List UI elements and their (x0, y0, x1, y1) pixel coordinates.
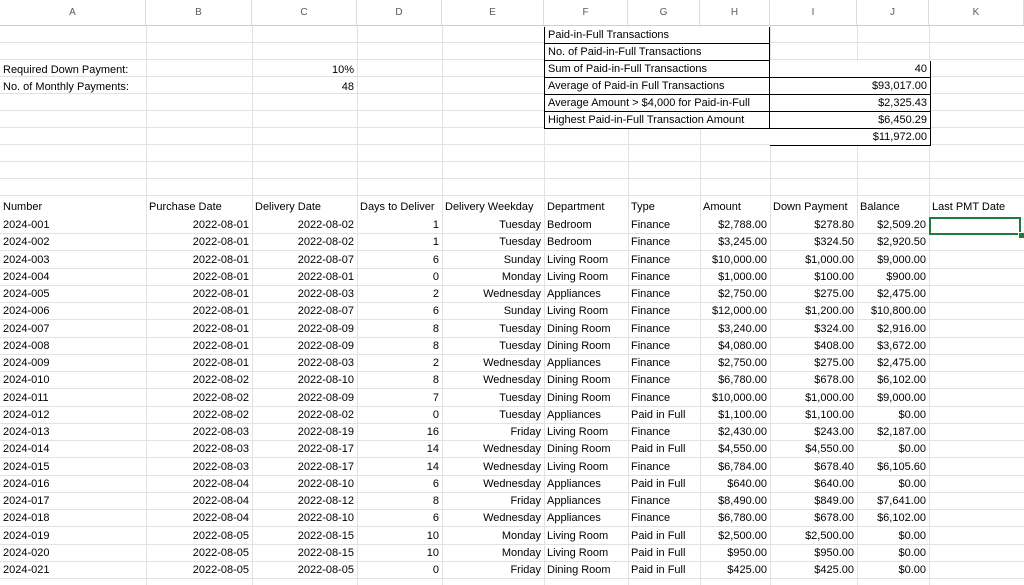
cell-department[interactable]: Living Room (547, 547, 609, 559)
cell-department[interactable]: Dining Room (547, 323, 611, 335)
cell-department[interactable]: Living Room (547, 305, 609, 317)
cell-type[interactable]: Finance (631, 374, 671, 386)
cell-type[interactable]: Finance (631, 219, 671, 231)
cell-last-pmt-date[interactable] (929, 493, 1024, 510)
cell-delivery-weekday[interactable]: Tuesday (499, 323, 541, 335)
cell-department[interactable]: Dining Room (547, 340, 611, 352)
cell-balance[interactable]: $9,000.00 (877, 254, 926, 266)
cell-purchase-date[interactable]: 2022-08-01 (192, 340, 249, 352)
cell-delivery-date[interactable]: 2022-08-12 (297, 495, 354, 507)
cell-days-to-deliver[interactable]: 6 (432, 512, 439, 524)
cell-delivery-weekday[interactable]: Tuesday (499, 219, 541, 231)
cell-amount[interactable]: $6,780.00 (718, 512, 767, 524)
cell-last-pmt-date[interactable] (929, 545, 1024, 562)
cell-delivery-weekday[interactable]: Wednesday (483, 374, 541, 386)
summary-label[interactable]: Average of Paid-in Full Transactions (544, 78, 770, 95)
cell-delivery-date[interactable]: 2022-08-09 (297, 340, 354, 352)
cell-department[interactable]: Appliances (547, 495, 601, 507)
cell-days-to-deliver[interactable]: 6 (432, 478, 439, 490)
cell-department[interactable]: Bedroom (547, 236, 592, 248)
cell-department[interactable]: Dining Room (547, 443, 611, 455)
column-header-a[interactable]: A (0, 0, 146, 25)
cell-down-payment[interactable]: $275.00 (814, 357, 854, 369)
cell-delivery-date[interactable]: 2022-08-07 (297, 305, 354, 317)
cell-down-payment[interactable]: $408.00 (814, 340, 854, 352)
header-last-pmt-date[interactable]: Last PMT Date (932, 201, 1006, 213)
cell-purchase-date[interactable]: 2022-08-03 (192, 461, 249, 473)
cell-days-to-deliver[interactable]: 8 (432, 374, 439, 386)
cell-number[interactable]: 2024-012 (3, 409, 50, 421)
cell-delivery-weekday[interactable]: Tuesday (499, 236, 541, 248)
cell-delivery-weekday[interactable]: Monday (501, 271, 541, 283)
cell-number[interactable]: 2024-015 (3, 461, 50, 473)
cell-amount[interactable]: $4,550.00 (718, 443, 767, 455)
cell-days-to-deliver[interactable]: 8 (432, 323, 439, 335)
cell-amount[interactable]: $2,750.00 (718, 288, 767, 300)
cell-number[interactable]: 2024-006 (3, 305, 50, 317)
cell-days-to-deliver[interactable]: 7 (432, 392, 439, 404)
cell-delivery-date[interactable]: 2022-08-10 (297, 478, 354, 490)
cell-days-to-deliver[interactable]: 2 (432, 288, 439, 300)
column-header-bar (0, 0, 1024, 26)
cell-amount[interactable]: $2,500.00 (718, 530, 767, 542)
cell-balance[interactable]: $3,672.00 (877, 340, 926, 352)
cell-number[interactable]: 2024-009 (3, 357, 50, 369)
cell-last-pmt-date[interactable] (929, 252, 1024, 269)
cell-down-payment[interactable]: $950.00 (814, 547, 854, 559)
cell-balance[interactable]: $0.00 (898, 443, 926, 455)
header-amount[interactable]: Amount (703, 201, 741, 213)
cell-days-to-deliver[interactable]: 6 (432, 254, 439, 266)
summary-label[interactable]: No. of Paid-in-Full Transactions (544, 44, 770, 61)
cell-purchase-date[interactable]: 2022-08-01 (192, 236, 249, 248)
cell-delivery-date[interactable]: 2022-08-02 (297, 236, 354, 248)
cell-days-to-deliver[interactable]: 14 (426, 443, 439, 455)
cell-type[interactable]: Paid in Full (631, 564, 686, 576)
cell-type[interactable]: Finance (631, 323, 671, 335)
cell-last-pmt-date[interactable] (929, 562, 1024, 579)
cell-amount[interactable]: $10,000.00 (711, 254, 767, 266)
cell-department[interactable]: Appliances (547, 288, 601, 300)
cell-last-pmt-date[interactable] (929, 269, 1024, 286)
column-header-h[interactable]: H (700, 0, 770, 25)
summary-label[interactable]: Sum of Paid-in-Full Transactions (544, 61, 770, 78)
cell-delivery-date[interactable]: 2022-08-15 (297, 530, 354, 542)
cell-number[interactable]: 2024-020 (3, 547, 50, 559)
cell-delivery-date[interactable]: 2022-08-03 (297, 288, 354, 300)
header-department[interactable]: Department (547, 201, 605, 213)
cell-down-payment[interactable]: $243.00 (814, 426, 854, 438)
column-header-e[interactable]: E (442, 0, 544, 25)
cell-last-pmt-date[interactable] (929, 459, 1024, 476)
cell-department[interactable]: Living Room (547, 254, 609, 266)
summary-value[interactable]: $6,450.29 (770, 112, 931, 129)
cell-days-to-deliver[interactable]: 10 (426, 530, 439, 542)
cell-delivery-date[interactable]: 2022-08-10 (297, 512, 354, 524)
cell-type[interactable]: Finance (631, 236, 671, 248)
cell-type[interactable]: Finance (631, 512, 671, 524)
column-header-f[interactable]: F (544, 0, 628, 25)
cell-down-payment[interactable]: $1,100.00 (805, 409, 854, 421)
cell-balance[interactable]: $0.00 (898, 409, 926, 421)
cell-amount[interactable]: $2,750.00 (718, 357, 767, 369)
cell-delivery-date[interactable]: 2022-08-10 (297, 374, 354, 386)
cell-purchase-date[interactable]: 2022-08-03 (192, 443, 249, 455)
cell-amount[interactable]: $425.00 (727, 564, 767, 576)
cell-number[interactable]: 2024-013 (3, 426, 50, 438)
cell-department[interactable]: Appliances (547, 512, 601, 524)
cell-department[interactable]: Bedroom (547, 219, 592, 231)
cell-down-payment[interactable]: $1,000.00 (805, 392, 854, 404)
cell-delivery-weekday[interactable]: Friday (510, 495, 541, 507)
cell-delivery-date[interactable]: 2022-08-03 (297, 357, 354, 369)
header-type[interactable]: Type (631, 201, 655, 213)
cell-balance[interactable]: $6,102.00 (877, 512, 926, 524)
cell-type[interactable]: Finance (631, 495, 671, 507)
cell-down-payment[interactable]: $275.00 (814, 288, 854, 300)
cell-department[interactable]: Living Room (547, 461, 609, 473)
cell-delivery-weekday[interactable]: Wednesday (483, 288, 541, 300)
cell-amount[interactable]: $12,000.00 (711, 305, 767, 317)
cell-type[interactable]: Finance (631, 426, 671, 438)
cell-amount[interactable]: $2,788.00 (718, 219, 767, 231)
cell-delivery-weekday[interactable]: Monday (501, 530, 541, 542)
cell-number[interactable]: 2024-018 (3, 512, 50, 524)
cell-balance[interactable]: $7,641.00 (877, 495, 926, 507)
cell-department[interactable]: Living Room (547, 530, 609, 542)
cell-delivery-weekday[interactable]: Wednesday (483, 512, 541, 524)
cell-balance[interactable]: $900.00 (886, 271, 926, 283)
cell-number[interactable]: 2024-004 (3, 271, 50, 283)
cell-purchase-date[interactable]: 2022-08-01 (192, 323, 249, 335)
cell-purchase-date[interactable]: 2022-08-05 (192, 564, 249, 576)
cell-purchase-date[interactable]: 2022-08-04 (192, 512, 249, 524)
cell-amount[interactable]: $6,784.00 (718, 461, 767, 473)
cell-delivery-weekday[interactable]: Tuesday (499, 392, 541, 404)
cell-type[interactable]: Paid in Full (631, 547, 686, 559)
cell-delivery-weekday[interactable]: Wednesday (483, 443, 541, 455)
header-delivery-date[interactable]: Delivery Date (255, 201, 322, 213)
cell-type[interactable]: Finance (631, 357, 671, 369)
cell-balance[interactable]: $2,920.50 (877, 236, 926, 248)
cell-department[interactable]: Dining Room (547, 374, 611, 386)
cell-days-to-deliver[interactable]: 14 (426, 461, 439, 473)
cell-last-pmt-date[interactable] (929, 234, 1024, 251)
cell-balance[interactable]: $2,475.00 (877, 357, 926, 369)
cell-purchase-date[interactable]: 2022-08-05 (192, 547, 249, 559)
cell-type[interactable]: Paid in Full (631, 409, 686, 421)
cell-department[interactable]: Appliances (547, 478, 601, 490)
cell-delivery-date[interactable]: 2022-08-02 (297, 409, 354, 421)
cell-down-payment[interactable]: $2,500.00 (805, 530, 854, 542)
column-header-i[interactable]: I (770, 0, 857, 25)
cell-days-to-deliver[interactable]: 1 (432, 236, 439, 248)
cell-delivery-date[interactable]: 2022-08-09 (297, 323, 354, 335)
cell-down-payment[interactable]: $278.80 (814, 219, 854, 231)
cell-balance[interactable]: $9,000.00 (877, 392, 926, 404)
cell-balance[interactable]: $6,105.60 (877, 461, 926, 473)
down-payment-label[interactable]: Required Down Payment: (3, 64, 129, 76)
cell-balance[interactable]: $0.00 (898, 564, 926, 576)
summary-title[interactable]: Paid-in-Full Transactions (544, 27, 770, 44)
cell-last-pmt-date[interactable] (929, 476, 1024, 493)
cell-purchase-date[interactable]: 2022-08-01 (192, 219, 249, 231)
cell-down-payment[interactable]: $4,550.00 (805, 443, 854, 455)
header-down-payment[interactable]: Down Payment (773, 201, 848, 213)
cell-last-pmt-date[interactable] (929, 286, 1024, 303)
cell-purchase-date[interactable]: 2022-08-01 (192, 357, 249, 369)
column-header-b[interactable]: B (146, 0, 252, 25)
column-header-c[interactable]: C (252, 0, 357, 25)
monthly-payments-value[interactable]: 48 (341, 81, 354, 93)
column-header-g[interactable]: G (628, 0, 700, 25)
cell-purchase-date[interactable]: 2022-08-05 (192, 530, 249, 542)
cell-department[interactable]: Appliances (547, 409, 601, 421)
cell-type[interactable]: Finance (631, 305, 671, 317)
cell-purchase-date[interactable]: 2022-08-02 (192, 392, 249, 404)
cell-balance[interactable]: $2,509.20 (877, 219, 926, 231)
cell-amount[interactable]: $1,100.00 (718, 409, 767, 421)
cell-days-to-deliver[interactable]: 0 (432, 271, 439, 283)
cell-delivery-date[interactable]: 2022-08-19 (297, 426, 354, 438)
cell-delivery-weekday[interactable]: Tuesday (499, 340, 541, 352)
header-purchase-date[interactable]: Purchase Date (149, 201, 222, 213)
cell-days-to-deliver[interactable]: 10 (426, 547, 439, 559)
cell-type[interactable]: Finance (631, 271, 671, 283)
cell-type[interactable]: Paid in Full (631, 478, 686, 490)
cell-purchase-date[interactable]: 2022-08-04 (192, 495, 249, 507)
cell-number[interactable]: 2024-017 (3, 495, 50, 507)
down-payment-value[interactable]: 10% (331, 64, 354, 76)
summary-value[interactable]: $11,972.00 (770, 129, 931, 146)
cell-last-pmt-date[interactable] (929, 355, 1024, 372)
cell-amount[interactable]: $3,245.00 (718, 236, 767, 248)
cell-amount[interactable]: $10,000.00 (711, 392, 767, 404)
cell-type[interactable]: Paid in Full (631, 443, 686, 455)
cell-last-pmt-date[interactable] (929, 372, 1024, 389)
cell-department[interactable]: Living Room (547, 426, 609, 438)
sheet-row (0, 162, 1024, 179)
cell-down-payment[interactable]: $425.00 (814, 564, 854, 576)
cell-down-payment[interactable]: $849.00 (814, 495, 854, 507)
cell-balance[interactable]: $2,187.00 (877, 426, 926, 438)
fill-handle[interactable] (1018, 232, 1024, 239)
cell-last-pmt-date[interactable] (929, 441, 1024, 458)
header-balance[interactable]: Balance (860, 201, 900, 213)
cell-last-pmt-date[interactable] (929, 528, 1024, 545)
cell-purchase-date[interactable]: 2022-08-02 (192, 374, 249, 386)
sheet-row (0, 145, 1024, 162)
cell-delivery-weekday[interactable]: Friday (510, 564, 541, 576)
column-header-k[interactable]: K (929, 0, 1024, 25)
cell-number[interactable]: 2024-019 (3, 530, 50, 542)
header-days-to-deliver[interactable]: Days to Deliver (360, 201, 435, 213)
cell-amount[interactable]: $1,000.00 (718, 271, 767, 283)
cell-delivery-date[interactable]: 2022-08-07 (297, 254, 354, 266)
cell-delivery-weekday[interactable]: Tuesday (499, 409, 541, 421)
cell-down-payment[interactable]: $1,200.00 (805, 305, 854, 317)
cell-purchase-date[interactable]: 2022-08-01 (192, 288, 249, 300)
cell-number[interactable]: 2024-005 (3, 288, 50, 300)
cell-department[interactable]: Appliances (547, 357, 601, 369)
cell-type[interactable]: Finance (631, 254, 671, 266)
cell-down-payment[interactable]: $678.40 (814, 461, 854, 473)
cell-down-payment[interactable]: $1,000.00 (805, 254, 854, 266)
cell-amount[interactable]: $2,430.00 (718, 426, 767, 438)
cell-balance[interactable]: $6,102.00 (877, 374, 926, 386)
cell-days-to-deliver[interactable]: 6 (432, 305, 439, 317)
header-delivery-weekday[interactable]: Delivery Weekday (445, 201, 534, 213)
cell-delivery-date[interactable]: 2022-08-09 (297, 392, 354, 404)
sheet-row (0, 179, 1024, 196)
cell-type[interactable]: Finance (631, 392, 671, 404)
cell-delivery-weekday[interactable]: Monday (501, 547, 541, 559)
cell-down-payment[interactable]: $678.00 (814, 374, 854, 386)
cell-amount[interactable]: $3,240.00 (718, 323, 767, 335)
cell-amount[interactable]: $950.00 (727, 547, 767, 559)
cell-delivery-date[interactable]: 2022-08-02 (297, 219, 354, 231)
cell-purchase-date[interactable]: 2022-08-01 (192, 305, 249, 317)
cell-type[interactable]: Finance (631, 461, 671, 473)
cell-delivery-weekday[interactable]: Wednesday (483, 461, 541, 473)
cell-delivery-date[interactable]: 2022-08-17 (297, 443, 354, 455)
summary-value[interactable]: 40 (770, 61, 931, 78)
cell-days-to-deliver[interactable]: 8 (432, 340, 439, 352)
cell-delivery-date[interactable]: 2022-08-05 (297, 564, 354, 576)
paid-in-full-summary (544, 26, 931, 143)
cell-purchase-date[interactable]: 2022-08-03 (192, 426, 249, 438)
cell-amount[interactable]: $6,780.00 (718, 374, 767, 386)
cell-amount[interactable]: $4,080.00 (718, 340, 767, 352)
cell-balance[interactable]: $2,916.00 (877, 323, 926, 335)
cell-number[interactable]: 2024-007 (3, 323, 50, 335)
cell-down-payment[interactable]: $678.00 (814, 512, 854, 524)
cell-number[interactable]: 2024-014 (3, 443, 50, 455)
cell-number[interactable]: 2024-008 (3, 340, 50, 352)
cell-balance[interactable]: $10,800.00 (870, 305, 926, 317)
cell-last-pmt-date[interactable] (929, 510, 1024, 527)
cell-down-payment[interactable]: $324.00 (814, 323, 854, 335)
cell-down-payment[interactable]: $100.00 (814, 271, 854, 283)
cell-last-pmt-date[interactable] (929, 390, 1024, 407)
cell-days-to-deliver[interactable]: 2 (432, 357, 439, 369)
cell-department[interactable]: Dining Room (547, 564, 611, 576)
cell-number[interactable]: 2024-003 (3, 254, 50, 266)
cell-purchase-date[interactable]: 2022-08-01 (192, 254, 249, 266)
cell-down-payment[interactable]: $640.00 (814, 478, 854, 490)
cell-delivery-date[interactable]: 2022-08-15 (297, 547, 354, 559)
cell-type[interactable]: Paid in Full (631, 530, 686, 542)
cell-purchase-date[interactable]: 2022-08-04 (192, 478, 249, 490)
column-header-d[interactable]: D (357, 0, 442, 25)
cell-number[interactable]: 2024-001 (3, 219, 50, 231)
cell-days-to-deliver[interactable]: 16 (426, 426, 439, 438)
cell-purchase-date[interactable]: 2022-08-01 (192, 271, 249, 283)
active-cell-selection[interactable] (929, 217, 1021, 235)
cell-balance[interactable]: $0.00 (898, 478, 926, 490)
cell-days-to-deliver[interactable]: 8 (432, 495, 439, 507)
cell-last-pmt-date[interactable] (929, 303, 1024, 320)
header-number[interactable]: Number (3, 201, 43, 213)
cell-department[interactable]: Living Room (547, 271, 609, 283)
cell-delivery-date[interactable]: 2022-08-01 (297, 271, 354, 283)
cell-delivery-weekday[interactable]: Wednesday (483, 357, 541, 369)
summary-value[interactable]: $2,325.43 (770, 95, 931, 112)
cell-last-pmt-date[interactable] (929, 338, 1024, 355)
column-header-j[interactable]: J (857, 0, 929, 25)
cell-type[interactable]: Finance (631, 288, 671, 300)
cell-department[interactable]: Dining Room (547, 392, 611, 404)
cell-delivery-weekday[interactable]: Wednesday (483, 478, 541, 490)
cell-number[interactable]: 2024-010 (3, 374, 50, 386)
cell-last-pmt-date[interactable] (929, 407, 1024, 424)
cell-days-to-deliver[interactable]: 1 (432, 219, 439, 231)
cell-amount[interactable]: $8,490.00 (718, 495, 767, 507)
cell-delivery-weekday[interactable]: Friday (510, 426, 541, 438)
cell-number[interactable]: 2024-021 (3, 564, 50, 576)
cell-number[interactable]: 2024-011 (3, 392, 49, 404)
cell-last-pmt-date[interactable] (929, 424, 1024, 441)
cell-number[interactable]: 2024-016 (3, 478, 50, 490)
cell-delivery-date[interactable]: 2022-08-17 (297, 461, 354, 473)
monthly-payments-label[interactable]: No. of Monthly Payments: (3, 81, 129, 93)
cell-last-pmt-date[interactable] (929, 321, 1024, 338)
cell-days-to-deliver[interactable]: 0 (432, 409, 439, 421)
summary-value[interactable]: $93,017.00 (770, 78, 931, 95)
cell-balance[interactable]: $2,475.00 (877, 288, 926, 300)
cell-type[interactable]: Finance (631, 340, 671, 352)
cell-balance[interactable]: $0.00 (898, 530, 926, 542)
cell-purchase-date[interactable]: 2022-08-02 (192, 409, 249, 421)
cell-delivery-weekday[interactable]: Sunday (503, 254, 541, 266)
cell-delivery-weekday[interactable]: Sunday (503, 305, 541, 317)
cell-balance[interactable]: $0.00 (898, 547, 926, 559)
cell-down-payment[interactable]: $324.50 (814, 236, 854, 248)
summary-label[interactable]: Highest Paid-in-Full Transaction Amount (544, 112, 770, 129)
cell-amount[interactable]: $640.00 (727, 478, 767, 490)
cell-days-to-deliver[interactable]: 0 (432, 564, 439, 576)
cell-number[interactable]: 2024-002 (3, 236, 50, 248)
summary-label[interactable]: Average Amount > $4,000 for Paid-in-Full (544, 95, 770, 112)
